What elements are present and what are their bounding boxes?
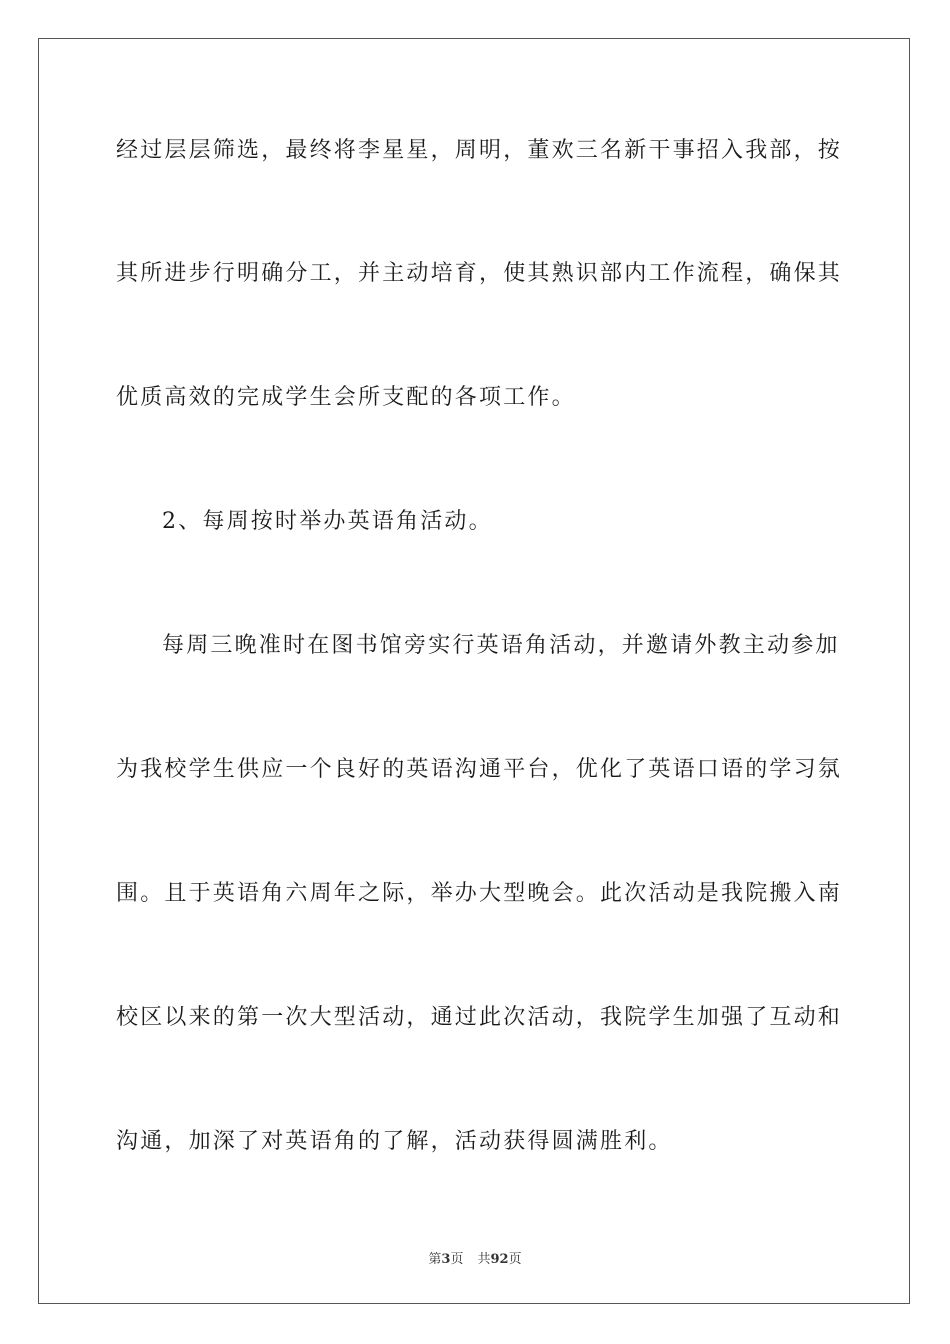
paragraph-line-8: 沟通，加深了对英语角的了解，活动获得圆满胜利。 [116, 1129, 673, 1154]
section-heading: 2、每周按时举办英语角活动。 [162, 509, 493, 534]
paragraph-line-1: 经过层层筛选，最终将李星星，周明，董欢三名新干事招入我部，按 [116, 138, 843, 163]
footer-page-suffix: 页 [450, 1252, 464, 1267]
paragraph-line-7: 校区以来的第一次大型活动，通过此次活动，我院学生加强了互动和 [116, 1005, 843, 1030]
paragraph-line-5: 为我校学生供应一个良好的英语沟通平台，优化了英语口语的学习氛 [116, 757, 843, 782]
page-footer [0, 1248, 950, 1267]
paragraph-line-3: 优质高效的完成学生会所支配的各项工作。 [116, 385, 576, 410]
footer-total-prefix: 共 [477, 1252, 491, 1267]
page-border [38, 38, 910, 1304]
footer-total-suffix: 页 [508, 1252, 522, 1267]
paragraph-line-6: 围。且于英语角六周年之际，举办大型晚会。此次活动是我院搬入南 [116, 881, 843, 906]
paragraph-line-4: 每周三晚准时在图书馆旁实行英语角活动，并邀请外教主动参加 [162, 633, 840, 658]
paragraph-line-2: 其所进步行明确分工，并主动培育，使其熟识部内工作流程，确保其 [116, 261, 843, 286]
footer-total-pages: 92 [490, 1252, 509, 1267]
footer-page-prefix: 第 [428, 1252, 442, 1267]
footer-page-number: 3 [441, 1252, 451, 1267]
